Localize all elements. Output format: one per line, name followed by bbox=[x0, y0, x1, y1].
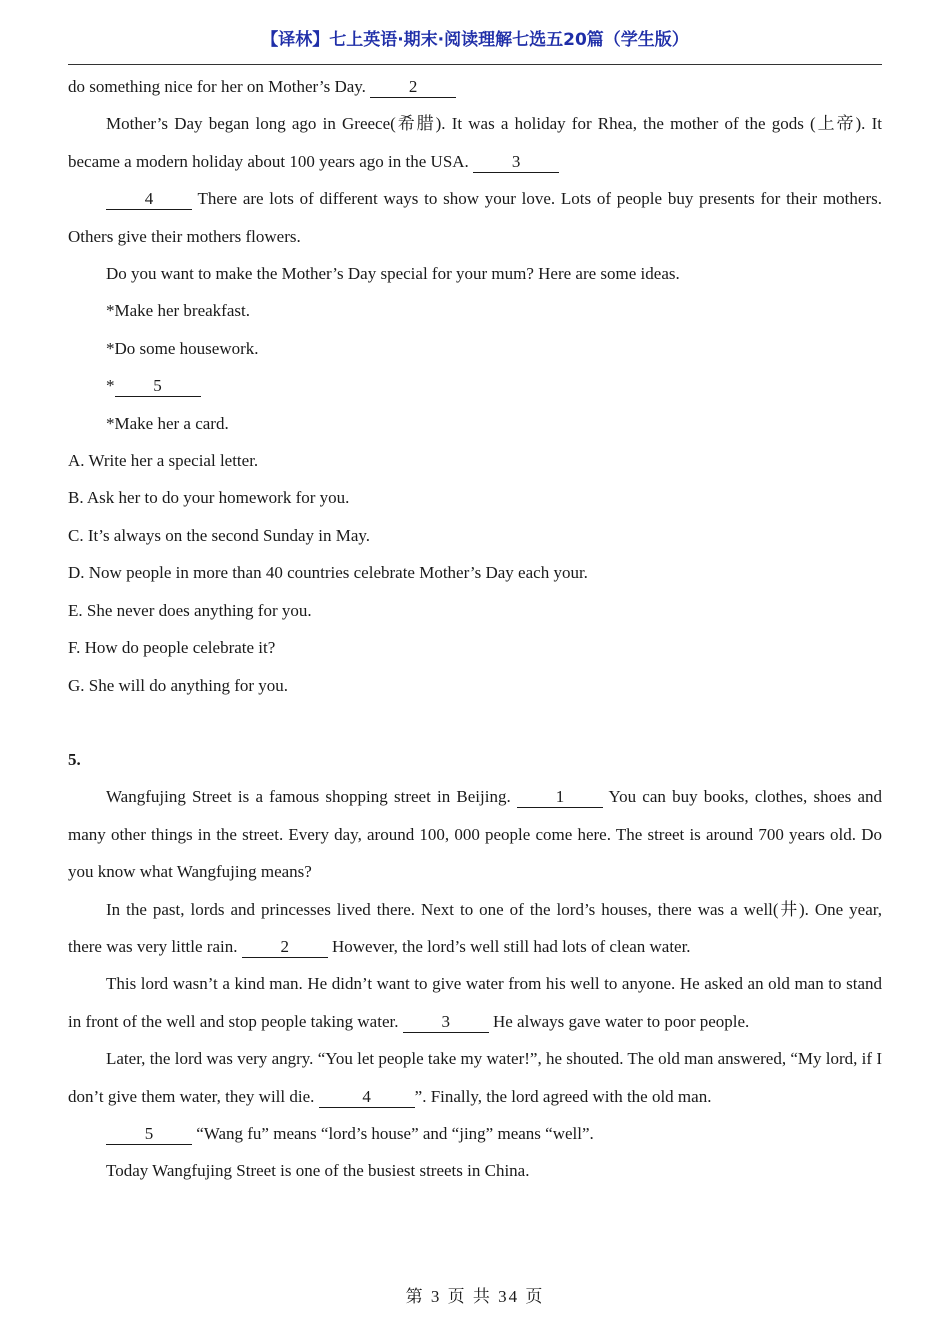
blank-5: 5 bbox=[106, 1124, 192, 1145]
blank-4: 4 bbox=[319, 1087, 415, 1108]
blank-5: 5 bbox=[115, 376, 201, 397]
header-divider bbox=[68, 64, 882, 65]
blank-3: 3 bbox=[473, 152, 559, 173]
option-f: F. How do people celebrate it? bbox=[68, 638, 276, 658]
option-d: D. Now people in more than 40 countries celebrate Mother’s Day each your. bbox=[68, 563, 588, 583]
option-e: E. She never does anything for you. bbox=[68, 600, 312, 620]
p5-paragraph-3: This lord wasn’t a kind man. He didn’t want to give water from his well to anyone. He asked an old man to stand in front of the well and stop people taking water. 3 He always gave water to poor people. bbox=[68, 974, 882, 1031]
p4-paragraph-1: Mother’s Day began long ago in Greece(希腊). It was a holiday for Rhea, the mother of the gods (上帝). It became a modern holiday about 100 years ago in the USA. 3 bbox=[68, 114, 882, 171]
p5-paragraph-4: Later, the lord was very angry. “You let people take my water!”, he shouted. The old man answered, “My lord, if I don’t give them water, they will die. 4 ”. Finally, the lord agreed with the old man. bbox=[68, 1049, 882, 1106]
p5-paragraph-5: 5 “Wang fu” means “lord’s house” and “jing” means “well”. bbox=[68, 1115, 882, 1152]
option-c: C. It’s always on the second Sunday in May. bbox=[68, 525, 371, 545]
p4-paragraph-3: Do you want to make the Mother’s Day special for your mum? Here are some ideas. bbox=[106, 264, 680, 284]
option-g: G. She will do anything for you. bbox=[68, 675, 289, 695]
idea-3: * 5 bbox=[68, 367, 882, 404]
p5-paragraph-2: In the past, lords and princesses lived there. Next to one of the lord’s houses, there was a well(井). One year, there was very little rain. 2 However, the lord’s well still had lots of clean water. bbox=[68, 899, 882, 956]
blank-4: 4 bbox=[106, 189, 192, 210]
page-footer bbox=[0, 1282, 950, 1307]
document-body bbox=[68, 68, 882, 1190]
p5-paragraph-1: Wangfujing Street is a famous shopping street in Beijing. 1 You can buy books, clothes, shoes and many other things in the street. Every day, around 100, 000 people come here. The street is around 700 years old. Do you know what Wangfujing means? bbox=[68, 787, 882, 882]
page-header bbox=[68, 22, 882, 62]
idea-4: *Make her a card. bbox=[106, 413, 229, 433]
p4-paragraph-2: 4 There are lots of different ways to show your love. Lots of people buy presents for their mothers. Others give their mothers flowers. bbox=[68, 189, 882, 246]
question-number: 5. bbox=[68, 749, 81, 769]
p4-line-top: do something nice for her on Mother’s Day. 2 bbox=[68, 68, 882, 105]
option-a: A. Write her a special letter. bbox=[68, 451, 259, 471]
blank-1: 1 bbox=[517, 787, 603, 808]
blank-2: 2 bbox=[370, 77, 456, 98]
section-gap bbox=[68, 704, 882, 741]
page-number: 第 3 页 共 34 页 bbox=[405, 1287, 545, 1306]
idea-2: *Do some housework. bbox=[106, 338, 259, 358]
header-title: 【译林】七上英语·期末·阅读理解七选五20篇（学生版） bbox=[261, 30, 689, 50]
blank-2: 2 bbox=[242, 937, 328, 958]
idea-1: *Make her breakfast. bbox=[106, 301, 250, 321]
option-b: B. Ask her to do your homework for you. bbox=[68, 488, 350, 508]
p5-paragraph-6: Today Wangfujing Street is one of the busiest streets in China. bbox=[106, 1161, 530, 1181]
blank-3: 3 bbox=[403, 1012, 489, 1033]
